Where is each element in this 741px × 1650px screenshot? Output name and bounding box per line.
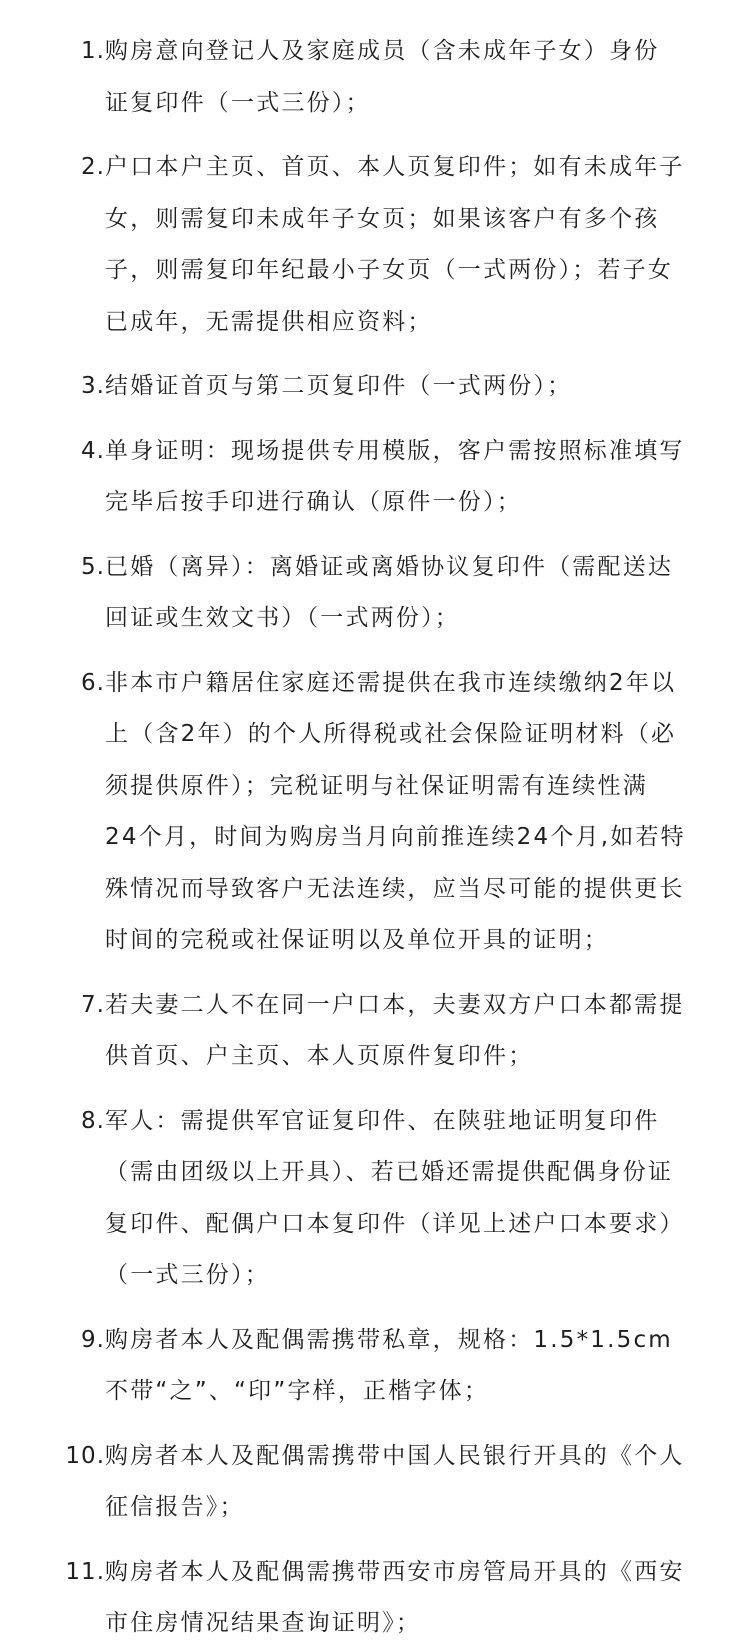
- list-item-text: [105, 361, 665, 413]
- list-item-text: [105, 542, 674, 645]
- list-item: [0, 980, 741, 1083]
- list-item-number: 11.: [65, 1558, 105, 1585]
- list-item: [0, 26, 741, 129]
- list-item: [0, 1315, 741, 1418]
- list-item-text: [105, 1096, 685, 1302]
- list-item-text: [105, 142, 685, 348]
- list-item-text: [105, 1315, 673, 1418]
- text-line: 若夫妻二人不在同一户口本，夫妻双方户口本都需提: [105, 991, 685, 1018]
- item-spacer: [0, 1302, 741, 1315]
- text-line: 购房者本人及配偶需携带西安市房管局开具的《西安: [105, 1558, 685, 1585]
- text-line: 供首页、户主页、本人页原件复印件；: [105, 1043, 534, 1069]
- text-line: 须提供原件）；完税证明与社保证明需有连续性满: [105, 772, 648, 799]
- list-item-number: 2.: [81, 154, 105, 180]
- list-item-number: 8.: [81, 1107, 105, 1134]
- list-item-number: 3.: [81, 373, 105, 399]
- item-spacer: [0, 645, 741, 658]
- list-item-text: [105, 1547, 685, 1650]
- text-line: 已成年，无需提供相应资料；: [105, 308, 433, 335]
- list-item: [0, 142, 741, 348]
- list-item-number: 10.: [65, 1442, 105, 1469]
- list-item-text: [105, 980, 685, 1083]
- text-line: 殊情况而导致客户无法连续，应当尽可能的提供更长: [105, 875, 685, 902]
- item-spacer: [0, 413, 741, 426]
- text-line: （需由团级以上开具）、若已婚还需提供配偶身份证: [105, 1159, 674, 1185]
- list-item-number: 9.: [81, 1326, 105, 1353]
- text-line: 购房者本人及配偶需携带中国人民银行开具的《个人: [105, 1442, 685, 1469]
- text-line: 子，则需复印年纪最小子女页（一式两份）；若子女: [105, 257, 674, 283]
- text-line: 购房意向登记人及家庭成员（含未成年子女）身份: [105, 38, 660, 64]
- item-spacer: [0, 129, 741, 142]
- text-line: 24个月，时间为购房当月向前推连续24个月,如若特: [105, 824, 686, 850]
- list-item-text: [105, 426, 685, 529]
- text-line: （一式三份）；: [105, 1262, 270, 1288]
- item-spacer: [0, 967, 741, 980]
- item-spacer: [0, 1083, 741, 1096]
- list-item: [0, 1547, 741, 1650]
- text-line: 市住房情况结果查询证明》；: [105, 1610, 422, 1636]
- text-line: 回证或生效文书）（一式两份）；: [105, 605, 460, 631]
- list-item: [0, 361, 741, 413]
- item-spacer: [0, 348, 741, 361]
- list-item-number: 7.: [81, 991, 105, 1018]
- text-line: 不带“之”、“印”字样，正楷字体；: [105, 1378, 490, 1404]
- list-item: [0, 658, 741, 967]
- list-item-number: 1.: [81, 38, 105, 64]
- list-item-text: [105, 1431, 685, 1534]
- item-spacer: [0, 529, 741, 542]
- item-spacer: [0, 1534, 741, 1547]
- list-item: [0, 1431, 741, 1534]
- text-line: 非本市户籍居住家庭还需提供在我市连续缴纳2年以: [105, 669, 677, 696]
- text-line: 女，则需复印未成年子女页；如果该客户有多个孩: [105, 205, 660, 232]
- text-line: 完毕后按手印进行确认（原件一份）；: [105, 489, 522, 515]
- text-line: 户口本户主页、首页、本人页复印件；如有未成年子: [105, 154, 685, 180]
- list-item-text: [105, 26, 665, 129]
- text-line: 征信报告》；: [105, 1494, 245, 1520]
- text-line: 购房者本人及配偶需携带私章，规格：1.5*1.5cm: [105, 1326, 673, 1353]
- text-line: 单身证明：现场提供专用模版，客户需按照标准填写: [105, 437, 685, 464]
- text-line: 已婚（离异）：离婚证或离婚协议复印件（需配送达: [105, 553, 674, 580]
- text-line: 复印件、配偶户口本复印件（详见上述户口本要求）: [105, 1210, 685, 1237]
- item-spacer: [0, 1418, 741, 1431]
- list-item: [0, 426, 741, 529]
- text-line: 军人：需提供军官证复印件、在陕驻地证明复印件: [105, 1107, 660, 1134]
- list-item: [0, 542, 741, 645]
- list-item-number: 5.: [81, 553, 105, 580]
- list-item-number: 4.: [81, 437, 105, 464]
- document-list: [0, 26, 741, 1650]
- text-line: 上（含2年）的个人所得税或社会保险证明材料（必: [105, 721, 677, 747]
- list-item-text: [105, 658, 686, 967]
- list-item: [0, 1096, 741, 1302]
- text-line: 时间的完税或社保证明以及单位开具的证明；: [105, 927, 609, 953]
- text-line: 证复印件（一式三份）；: [105, 89, 371, 116]
- text-line: 结婚证首页与第二页复印件（一式两份）；: [105, 373, 573, 399]
- list-item-number: 6.: [81, 669, 105, 696]
